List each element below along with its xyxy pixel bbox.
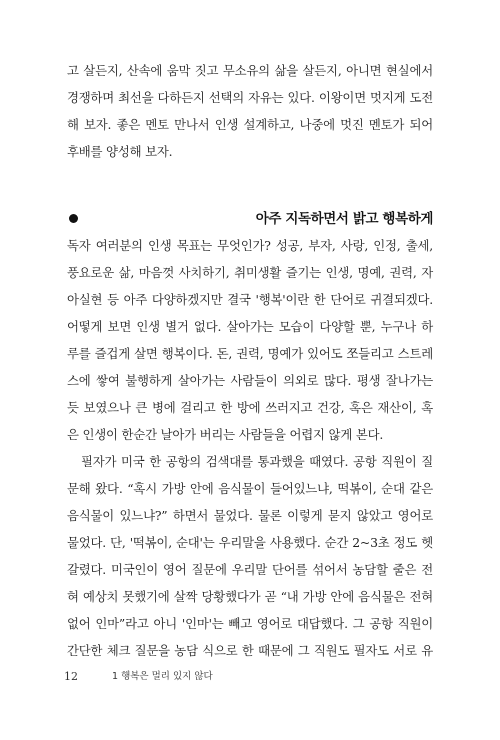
text-line: 음식물이 있느냐?” 하면서 물었다. 물론 이렇게 묻지 않았고 영어로 [67, 508, 433, 523]
text-line: 혀 예상치 못했기에 살짝 당황했다가 곧 “내 가방 안에 음식물은 전혀 [67, 589, 433, 604]
page-number: 12 [64, 670, 78, 683]
bullet-icon [69, 214, 78, 223]
text-line: 후배를 양성해 보자. [67, 144, 173, 159]
text-line: 문해 왔다. “혹시 가방 안에 음식물이 들어있느냐, 떡볶이, 순대 같은 [67, 481, 433, 496]
text-line: 간단한 체크 질문을 농담 식으로 한 때문에 그 직원도 필자도 서로 유 [67, 643, 433, 658]
text-line: 어떻게 보면 인생 별거 없다. 살아가는 모습이 다양할 뿐, 누구나 하 [67, 319, 433, 334]
text-line: 물었다. 단, '떡볶이, 순대'는 우리말을 사용했다. 순간 2~3초 정도 헷 [67, 535, 433, 550]
text-line: 풍요로운 삶, 마음껏 사치하기, 취미생활 즐기는 인생, 명예, 권력, 자 [67, 265, 433, 280]
section-heading-row [67, 208, 433, 230]
text-line: 독자 여러분의 인생 목표는 무엇인가? 성공, 부자, 사랑, 인정, 출세, [67, 238, 433, 253]
text-line: 해 보자. 좋은 멘토 만나서 인생 설계하고, 나중에 멋진 멘토가 되어 [67, 117, 433, 132]
text-line: 은 인생이 한순간 날아가 버리는 사람들을 어렵지 않게 본다. [67, 427, 384, 442]
chapter-title: 1 행복은 멀리 있지 않다 [112, 671, 213, 682]
text-line: 듯 보였으나 큰 병에 걸리고 한 방에 쓰러지고 건강, 혹은 재산이, 혹 [67, 400, 433, 415]
section-heading: 아주 지독하면서 밝고 행복하게 [255, 211, 433, 227]
body-paragraph-1 [67, 232, 433, 448]
text-line: 스에 쌓여 불행하게 살아가는 사람들이 의외로 많다. 평생 잘나가는 [67, 373, 433, 388]
body-paragraph-2 [67, 448, 433, 664]
intro-paragraph [67, 57, 433, 165]
text-line: 루를 즐겁게 살면 행복이다. 돈, 권력, 명예가 있어도 쪼들리고 스트레 [67, 346, 433, 361]
text-line: 필자가 미국 한 공항의 검색대를 통과했을 때였다. 공항 직원이 질 [81, 454, 433, 469]
text-line: 고 살든지, 산속에 움막 짓고 무소유의 삶을 살든지, 아니면 현실에서 [67, 63, 433, 78]
page-footer [64, 668, 444, 686]
text-line: 경쟁하며 최선을 다하든지 선택의 자유는 있다. 이왕이면 멋지게 도전 [67, 90, 433, 105]
text-line: 없어 인마”라고 아니 '인마'는 빼고 영어로 대답했다. 그 공항 직원이 [67, 616, 433, 631]
text-line: 아실현 등 아주 다양하겠지만 결국 '행복'이란 한 단어로 귀결되겠다. [67, 292, 433, 307]
text-line: 갈렸다. 미국인이 영어 질문에 우리말 단어를 섞어서 농담할 줄은 전 [67, 562, 433, 577]
